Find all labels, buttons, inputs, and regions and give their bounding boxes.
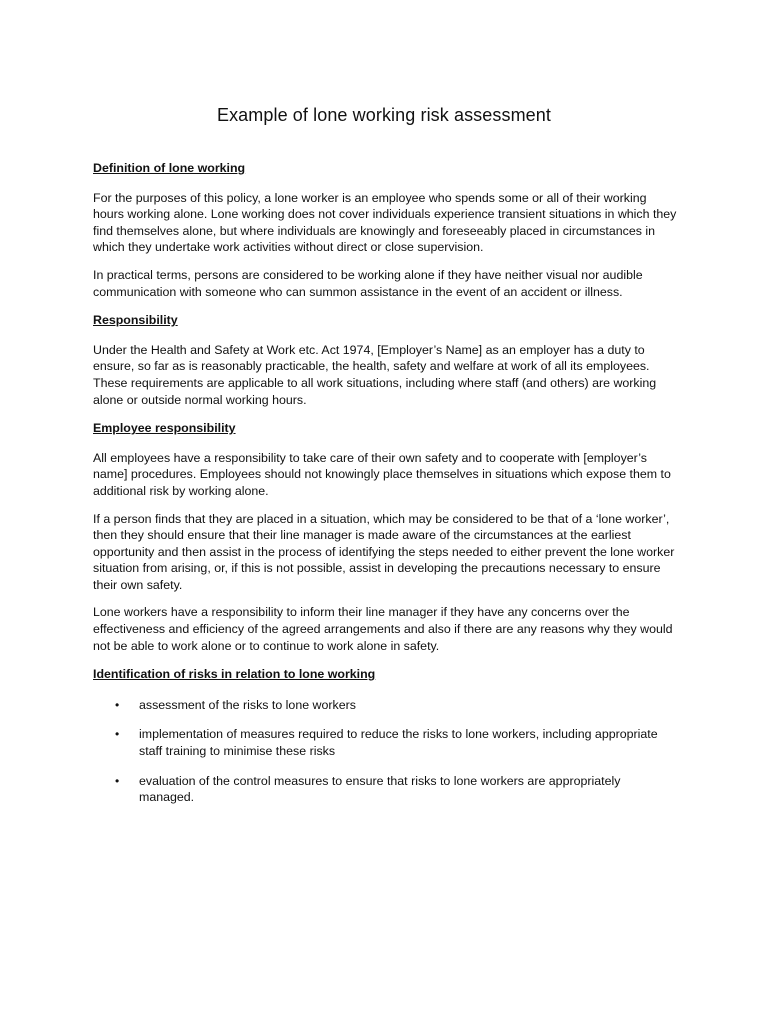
- document-body: [93, 160, 678, 819]
- bullet-icon: •: [115, 727, 120, 742]
- risk-list-item-text: assessment of the risks to lone workers: [139, 697, 356, 712]
- bullet-icon: •: [115, 773, 120, 788]
- risk-list-item: [93, 773, 678, 806]
- paragraph-employee-responsibility-3: Lone workers have a responsibility to inform their line manager if they have any concerns over the effectiveness and efficiency of the agreed arrangements and also if there are any reasons why they would not be able to work alone or to continue to work alone in safety.: [93, 605, 673, 653]
- section-heading-definition: Definition of lone working: [93, 161, 246, 175]
- paragraph-definition-2: In practical terms, persons are considered to be working alone if they have neither visual nor audible communication with someone who can summon assistance in the event of an accident or illness.: [93, 267, 643, 299]
- section-identification-of-risks: [93, 666, 678, 806]
- paragraph-employee-responsibility-2: If a person finds that they are placed in a situation, which may be considered to be that of a ‘lone worker’, then they should ensure that their line manager is made aware of the circumstances at the earliest opportunity and then assist in the process of identifying the steps needed to either prevent the lone worker situation from arising, or, if this is not possible, assist in developing the precautions necessary to ensure their own safety.: [93, 511, 675, 592]
- document-title: Example of lone working risk assessment: [216, 105, 552, 125]
- section-heading-employee-responsibility: Employee responsibility: [93, 421, 236, 436]
- risk-list-item: [93, 726, 678, 759]
- risk-bullet-list: [93, 697, 678, 806]
- section-employee-responsibility: [93, 420, 678, 654]
- section-heading-responsibility: Responsibility: [93, 313, 178, 328]
- risk-list-item-text: evaluation of the control measures to ensure that risks to lone workers are appropriately managed.: [139, 773, 621, 805]
- bullet-icon: •: [115, 697, 120, 712]
- paragraph-employee-responsibility-1: All employees have a responsibility to take care of their own safety and to cooperate with [employer’s name] procedures. Employees should not knowingly place themselves in situations which expose them to additional risk by working alone.: [93, 450, 671, 498]
- paragraph-definition-1: For the purposes of this policy, a lone worker is an employee who spends some or all of their working hours working alone. Lone working does not cover individuals experience transient situations in which they find themselves alone, but where individuals are knowingly and foreseeably placed in circumstances in which they undertake work activities without direct or close supervision.: [93, 190, 677, 255]
- section-responsibility: [93, 312, 678, 408]
- section-heading-identification-of-risks: Identification of risks in relation to lone working: [93, 667, 376, 682]
- risk-list-item-text: implementation of measures required to reduce the risks to lone workers, including appropriate staff training to minimise these risks: [139, 727, 658, 759]
- section-definition-of-lone-working: [93, 160, 678, 300]
- risk-list-item: [93, 697, 678, 714]
- paragraph-responsibility-1: Under the Health and Safety at Work etc. Act 1974, [Employer’s Name] as an employer has a duty to ensure, so far as is reasonably practicable, the health, safety and welfare at work of all its employees. These requirements are applicable to all work situations, including where staff (and others) are working alone or outside normal working hours.: [93, 342, 657, 407]
